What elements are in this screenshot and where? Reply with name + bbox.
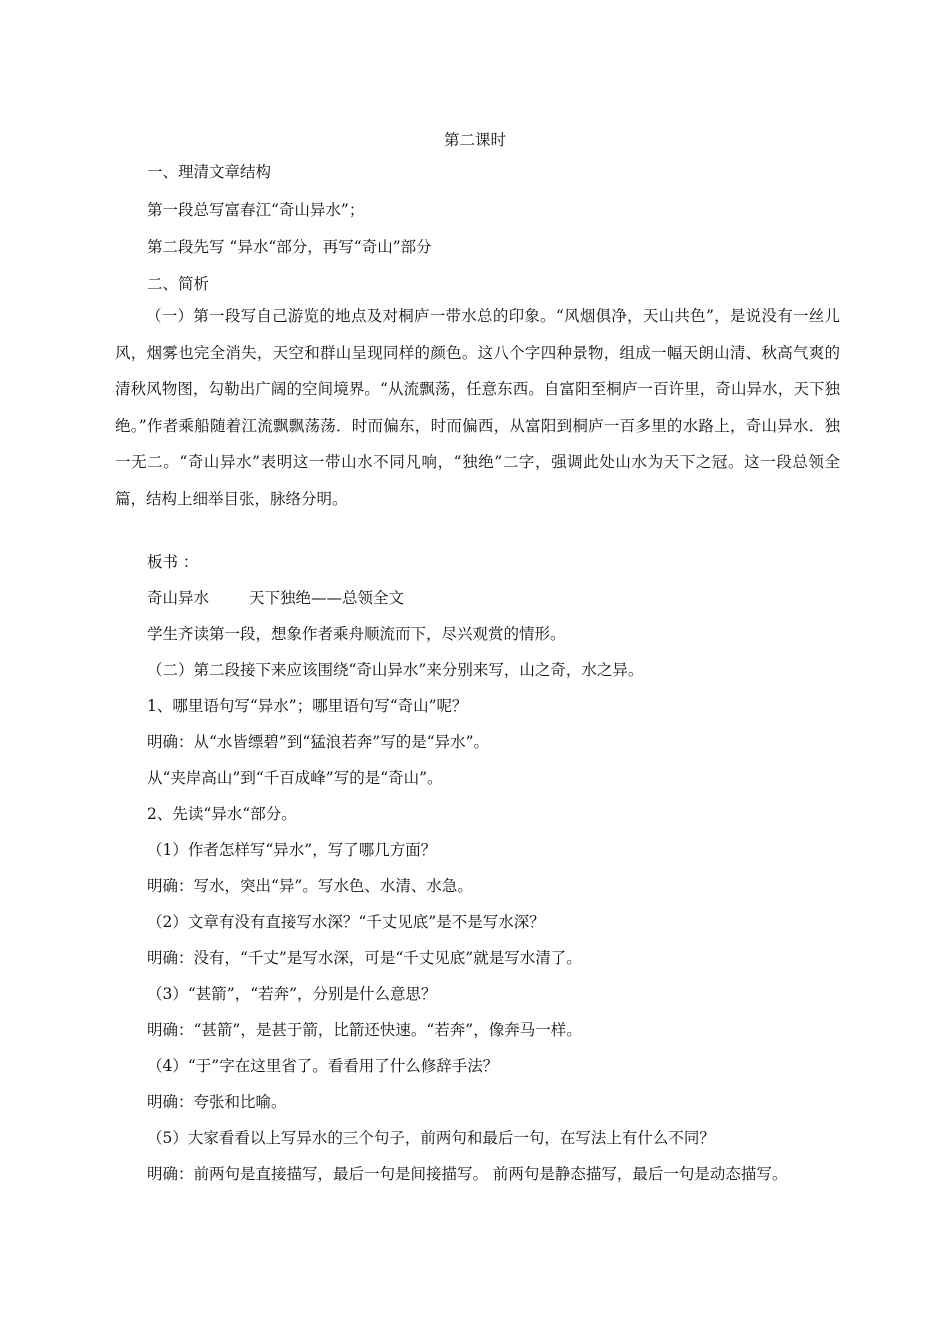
question-line: 2、先读“异水“部分。 xyxy=(147,805,297,823)
answer-line: 明确：“甚箭”，是甚于箭，比箭还快速。“若奔”，像奔马一样。 xyxy=(147,1021,582,1039)
answer-line: 从“夹岸高山”到“千百成峰”写的是“奇山”。 xyxy=(147,769,443,787)
question-line: 1、哪里语句写“异水”；哪里语句写“奇山”呢？ xyxy=(147,697,468,715)
answer-line: 明确：夸张和比喻。 xyxy=(147,1093,287,1111)
section-heading-structure: 一、理清文章结构 xyxy=(147,163,272,181)
question-line: （5）大家看看以上写异水的三个句子，前两句和最后一句，在写法上有什么不同？ xyxy=(147,1129,715,1147)
answer-line: 明确：没有，“千丈”是写水深，可是“千丈见底”就是写水清了。 xyxy=(147,949,582,967)
question-line: （2）文章有没有直接写水深？“千丈见底”是不是写水深？ xyxy=(147,913,545,931)
answer-line: 明确：从“水皆缥碧”到“猛浪若奔”写的是“异水”。 xyxy=(147,733,490,751)
answer-line: 明确：前两句是直接描写，最后一句是间接描写。 前两句是静态描写，最后一句是动态描写。 xyxy=(147,1165,788,1183)
paragraph-line: 第一段总写富春江“奇山异水”； xyxy=(147,201,365,219)
paragraph-line: 学生齐读第一段，想象作者乘舟顺流而下，尽兴观赏的情形。 xyxy=(147,625,566,643)
answer-line: 明确：写水，突出“异”。写水色、水清、水急。 xyxy=(147,877,473,895)
analysis-paragraph-text: （一）第一段写自己游览的地点及对桐庐一带水总的印象。“风烟俱净，天山共色”，是说没有一丝儿风，烟雾也完全消失，天空和群山呈现同样的颜色。这八个字四种景物，组成一幅天朗山清、秋高气爽的清秋风物图，勾勒出广阔的空间境界。“从流飘荡，任意东西。自富阳至桐庐一百许里，奇山异水，天下独绝。”作者乘船随着江流飘飘荡荡．时而偏东，时而偏西，从富阳到桐庐一百多里的水路上，奇山异水．独一无二。“奇山异水”表明这一带山水不同凡响，“独绝”二字，强调此处山水为天下之冠。这一段总领全篇，结构上细举目张，脉络分明。 xyxy=(115,307,840,508)
section-heading-analysis: 二、简析 xyxy=(147,275,210,293)
blackboard-term: 奇山异水 xyxy=(147,589,210,607)
blackboard-summary: 天下独绝——总领全文 xyxy=(249,589,405,607)
blackboard-label: 板书 ： xyxy=(147,553,199,571)
paragraph-line: 第二段先写 “异水“部分，再写“奇山”部分 xyxy=(147,238,432,256)
lesson-title: 第二课时 xyxy=(443,131,506,149)
question-line: （3）“甚箭”，“若奔”，分别是什么意思？ xyxy=(147,985,437,1003)
paragraph-line: （二）第二段接下来应该围绕“奇山异水”来分别来写，山之奇，水之异。 xyxy=(147,661,644,679)
question-line: （4）“于”字在这里省了。看看用了什么修辞手法？ xyxy=(147,1057,499,1075)
analysis-paragraph xyxy=(115,298,840,517)
question-line: （1）作者怎样写“异水”，写了哪几方面？ xyxy=(147,841,437,859)
blackboard-content xyxy=(147,588,840,608)
